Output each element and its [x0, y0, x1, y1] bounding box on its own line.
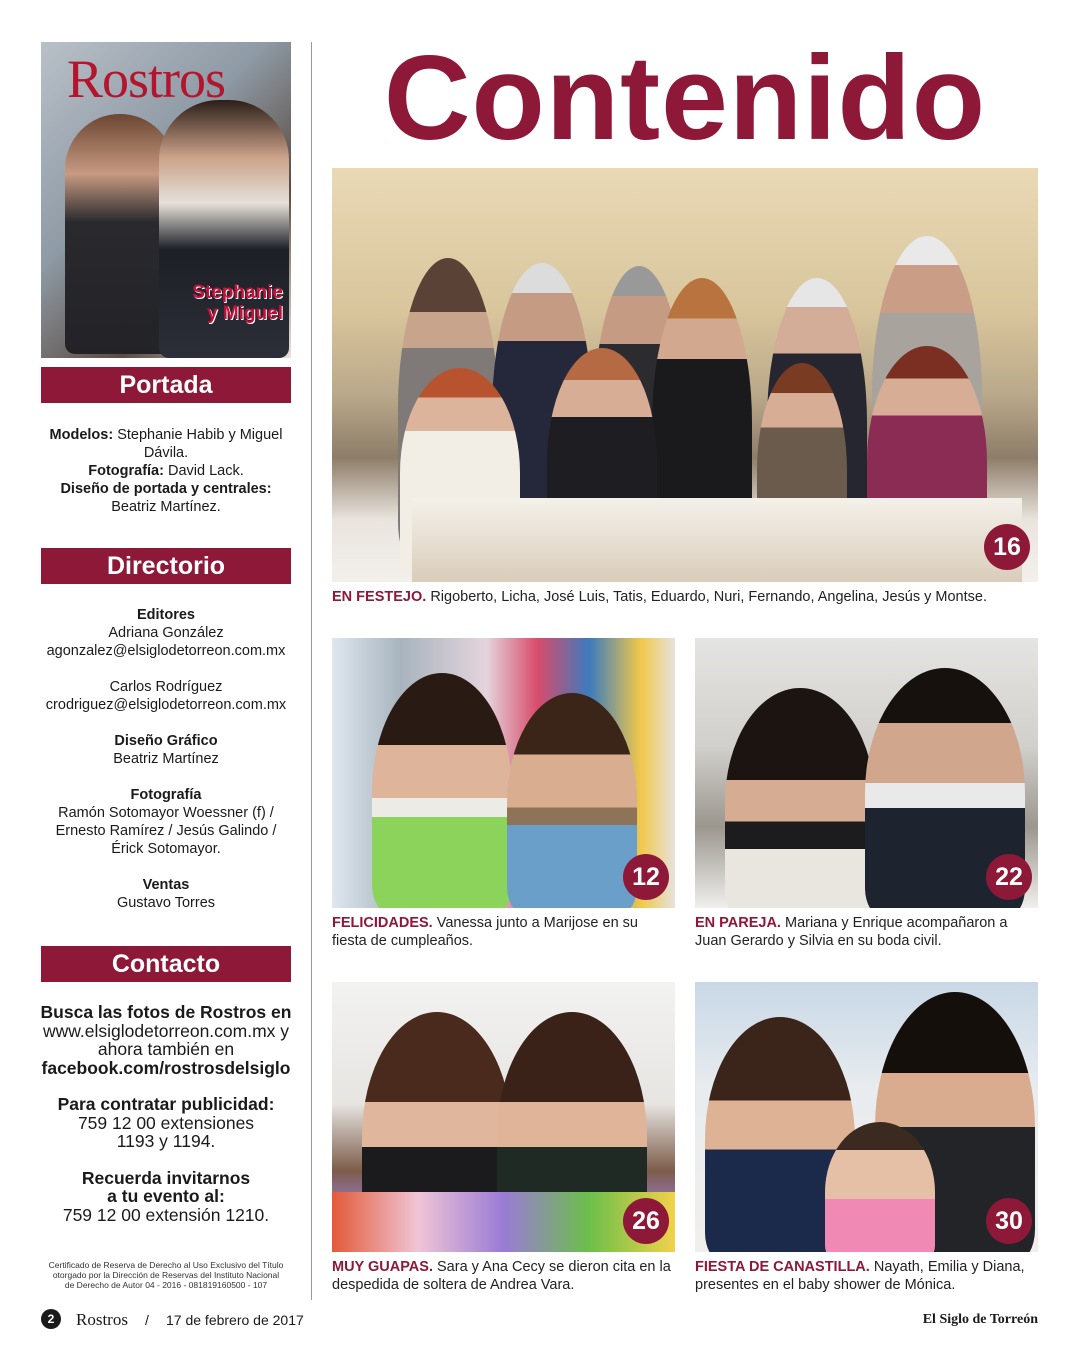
- ads-line1: Para contratar publicidad:: [57, 1094, 275, 1114]
- cover-names-line2: y Miguel: [206, 303, 283, 324]
- design-label: Diseño de portada y centrales:: [60, 481, 272, 497]
- caption-text: Sara y Ana Cecy se dieron cita en la despedida de soltera de Andrea Vara.: [332, 1259, 671, 1293]
- portada-photo-label: Fotografía:: [88, 463, 164, 479]
- caption-text: Nayath, Emilia y Diana, presentes en el baby shower de Mónica.: [695, 1259, 1025, 1293]
- photography-line2: Ernesto Ramírez / Jesús Galindo /: [55, 823, 277, 839]
- caption-text: Mariana y Enrique acompañaron a Juan Gerardo y Silvia en su boda civil.: [695, 915, 1008, 949]
- invite-line3: 759 12 00 extensión 1210.: [62, 1204, 270, 1225]
- photo-muy-guapas: [332, 982, 675, 1252]
- caption-lead: FELICIDADES.: [332, 915, 433, 931]
- caption-lead: FIESTA DE CANASTILLA.: [695, 1259, 870, 1275]
- footer-newspaper: El Siglo de Torreón: [922, 1312, 1038, 1327]
- invite-line1: Recuerda invitarnos: [81, 1167, 251, 1188]
- page-badge-12[interactable]: 12: [623, 854, 669, 900]
- footer-separator: /: [145, 1312, 149, 1328]
- caption-text: Rigoberto, Licha, José Luis, Tatis, Eduardo, Nuri, Fernando, Angelina, Jesús y Montse.: [430, 589, 987, 605]
- ads-line3: 1193 y 1194.: [116, 1131, 216, 1151]
- portada-credits: [41, 426, 291, 516]
- directorio-list: [41, 606, 291, 912]
- page-badge-22[interactable]: 22: [986, 854, 1032, 900]
- contacto-heading: Contacto: [41, 946, 291, 982]
- models-value: Stephanie Habib y Miguel Dávila.: [117, 427, 283, 461]
- caption-lead: EN PAREJA.: [695, 915, 781, 931]
- column-divider: [311, 42, 312, 1300]
- models-label: Modelos:: [49, 427, 114, 443]
- photography-label: Fotografía: [130, 787, 202, 803]
- directorio-heading: Directorio: [41, 548, 291, 584]
- sales-label: Ventas: [142, 877, 190, 893]
- caption-fiesta-de-canastilla: [695, 1258, 1038, 1294]
- page-badge-16[interactable]: 16: [984, 524, 1030, 570]
- photo-fiesta-de-canastilla: [695, 982, 1038, 1252]
- page-title: Contenido: [383, 31, 987, 165]
- editor2-email[interactable]: crodriguez@elsiglodetorreon.com.mx: [45, 697, 287, 713]
- legal-line1: Certificado de Reserva de Derecho al Uso Exclusivo del Título: [48, 1260, 284, 1270]
- portada-heading: Portada: [41, 367, 291, 403]
- caption-text: Vanessa junto a Marijose en su fiesta de cumpleaños.: [332, 915, 638, 949]
- photography-line1: Ramón Sotomayor Woessner (f) /: [58, 805, 274, 821]
- search-line2[interactable]: www.elsiglodetorreon.com.mx y: [42, 1020, 290, 1041]
- legal-line2: otorgado por la Dirección de Reservas del Instituto Nacional: [52, 1270, 280, 1280]
- caption-en-pareja: [695, 914, 1038, 950]
- photography-line3: Érick Sotomayor.: [111, 841, 221, 857]
- page-number: 2: [41, 1309, 61, 1329]
- cover-image: [41, 42, 291, 358]
- invite-line2: a tu evento al:: [107, 1186, 225, 1206]
- caption-lead: EN FESTEJO.: [332, 589, 427, 605]
- photo-en-festejo: [332, 168, 1038, 582]
- page-badge-26[interactable]: 26: [623, 1198, 669, 1244]
- cover-names: [192, 282, 283, 324]
- caption-lead: MUY GUAPAS.: [332, 1259, 433, 1275]
- sales-value: Gustavo Torres: [116, 895, 216, 911]
- page-badge-30[interactable]: 30: [986, 1198, 1032, 1244]
- editor2-name: Carlos Rodríguez: [109, 679, 223, 695]
- photo-en-pareja: [695, 638, 1038, 908]
- graphic-design-label: Diseño Gráfico: [114, 733, 218, 749]
- caption-en-festejo: [332, 588, 1038, 606]
- editors-label: Editores: [136, 607, 195, 623]
- photo-felicidades: [332, 638, 675, 908]
- portada-photo-value: David Lack.: [167, 463, 244, 479]
- cover-names-line1: Stephanie: [192, 282, 283, 303]
- footer-publication: Rostros: [76, 1310, 128, 1329]
- search-line4[interactable]: facebook.com/rostrosdelsiglo: [41, 1057, 291, 1078]
- legal-notice: [41, 1260, 291, 1290]
- editor1-email[interactable]: agonzalez@elsiglodetorreon.com.mx: [46, 643, 286, 659]
- cover-magazine-title: Rostros: [67, 49, 226, 109]
- ads-line2: 759 12 00 extensiones: [77, 1112, 255, 1133]
- legal-line3: de Derecho de Autor 04 - 2016 - 081819160500 - 107: [64, 1280, 268, 1290]
- caption-muy-guapas: [332, 1258, 675, 1294]
- graphic-design-value: Beatriz Martínez: [113, 751, 219, 767]
- search-line1: Busca las fotos de Rostros en: [40, 1002, 292, 1022]
- contacto-info: [36, 1003, 296, 1224]
- footer-date: 17 de febrero de 2017: [166, 1312, 304, 1328]
- design-value: Beatriz Martínez.: [111, 499, 221, 515]
- caption-felicidades: [332, 914, 675, 950]
- editor1-name: Adriana González: [108, 625, 224, 641]
- search-line3: ahora también en: [97, 1039, 235, 1059]
